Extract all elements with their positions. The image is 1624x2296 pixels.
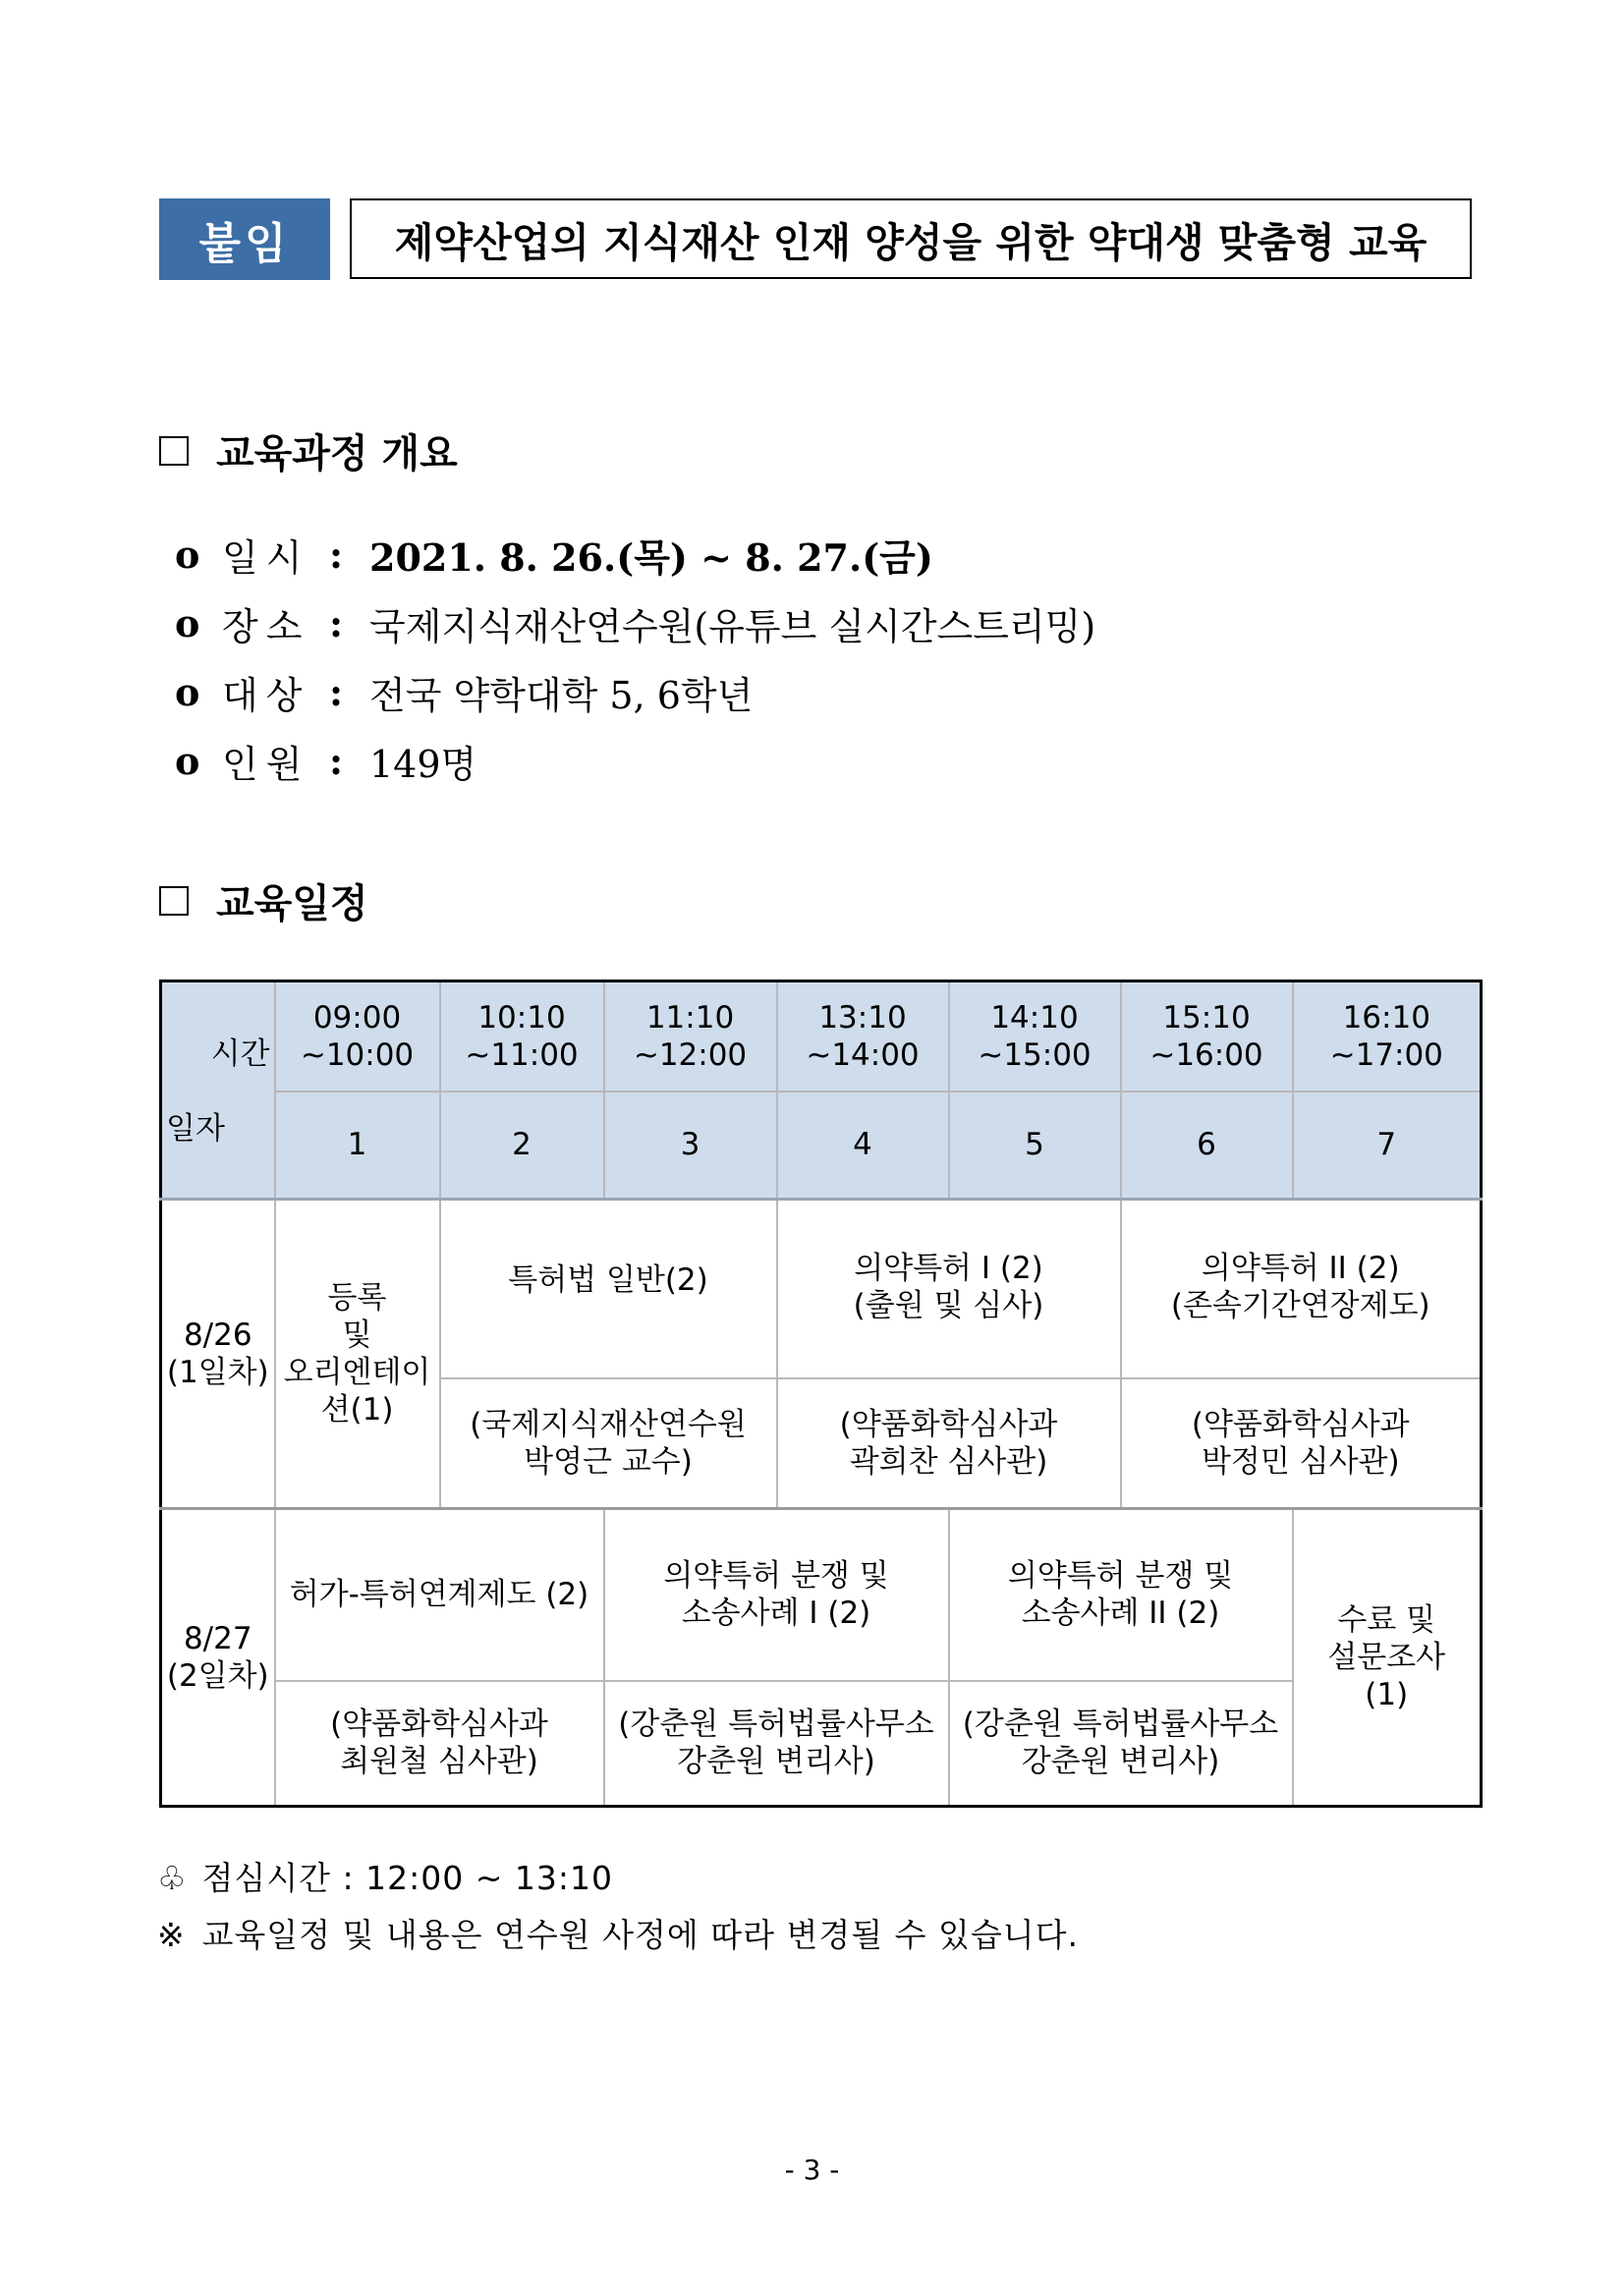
- time-start: 16:10: [1342, 999, 1430, 1036]
- item-colon: :: [328, 739, 344, 783]
- lecturer-line: (약품화학심사과: [330, 1707, 548, 1743]
- day2-closing-cell: [1293, 1509, 1482, 1807]
- day2-title-row: [161, 1509, 1482, 1681]
- time-end: ~14:00: [806, 1036, 920, 1073]
- session-title-line: (존속기간연장제도): [1170, 1288, 1430, 1323]
- item-value: 2021. 8. 26.(목) ~ 8. 27.(금): [369, 535, 933, 580]
- period-2: 2: [440, 1092, 604, 1200]
- day-label: (1일차): [166, 1355, 269, 1390]
- time-slot-7: [1293, 981, 1482, 1092]
- time-end: ~17:00: [1329, 1036, 1443, 1073]
- day2-session1-lecturer: [275, 1681, 604, 1807]
- item-colon: :: [328, 670, 344, 714]
- day1-session2-lecturer: [777, 1378, 1121, 1509]
- page-number: - 3 -: [784, 2154, 840, 2186]
- lecturer-line: (약품화학심사과: [839, 1406, 1058, 1442]
- period-1: 1: [275, 1092, 440, 1200]
- schedule-heading-text: 교육일정: [216, 881, 368, 926]
- lecturer-line: 곽희찬 심사관): [849, 1443, 1048, 1480]
- schedule-table: [159, 980, 1483, 1808]
- session-line: 오리엔테이: [283, 1355, 431, 1390]
- day1-session2-title: [777, 1200, 1121, 1378]
- day1-date-cell: [161, 1200, 275, 1509]
- bullet: o: [175, 739, 200, 783]
- period-header-row: [161, 1092, 1482, 1200]
- corner-date-label: 일자: [166, 1111, 225, 1147]
- time-slot-2: [440, 981, 604, 1092]
- item-value: 149명: [369, 743, 477, 786]
- time-slot-3: [604, 981, 777, 1092]
- lecturer-line: 박영근 교수): [524, 1443, 693, 1480]
- item-key: 대상: [222, 674, 310, 717]
- document-title: 제약산업의 지식재산 인재 양성을 위한 약대생 맞춤형 교육: [350, 198, 1472, 279]
- item-value: 국제지식재산연수원(유튜브 실시간스트리밍): [369, 605, 1096, 648]
- session-line: 등록: [327, 1280, 387, 1316]
- time-slot-5: [949, 981, 1121, 1092]
- day2-session2-title: [604, 1509, 949, 1681]
- session-line: (1): [1365, 1677, 1409, 1712]
- overview-heading: [159, 422, 458, 478]
- session-title-line: 의약특허 분쟁 및: [1007, 1558, 1234, 1595]
- item-key: 장소: [222, 605, 310, 648]
- day1-session3-title: [1121, 1200, 1482, 1378]
- time-start: 11:10: [645, 999, 735, 1036]
- session-title-line: 소송사례 II (2): [1021, 1596, 1220, 1632]
- lecturer-line: (강춘원 특허법률사무소: [618, 1707, 934, 1743]
- session-title-line: (출원 및 심사): [853, 1288, 1044, 1323]
- corner-cell: [161, 981, 275, 1200]
- day-label: (2일차): [166, 1658, 269, 1694]
- time-end: ~16:00: [1149, 1036, 1263, 1073]
- day1-registration-cell: [275, 1200, 440, 1509]
- time-slot-1: [275, 981, 440, 1092]
- overview-item-place: [175, 596, 1095, 650]
- period-5: 5: [949, 1092, 1121, 1200]
- overview-item-target: [175, 665, 753, 719]
- time-start: 09:00: [312, 999, 402, 1036]
- session-title-line: 의약특허 II (2): [1201, 1251, 1400, 1286]
- session-line: 션(1): [320, 1392, 394, 1428]
- day2-lecturer-row: [161, 1681, 1482, 1807]
- session-line: 설문조사: [1327, 1640, 1446, 1675]
- day-date: 8/27: [183, 1621, 252, 1656]
- item-key: 일시: [222, 536, 310, 580]
- item-key: 인원: [222, 743, 310, 786]
- day2-session2-lecturer: [604, 1681, 949, 1807]
- day2-session1-title: [275, 1509, 604, 1681]
- notice-text: 교육일정 및 내용은 연수원 사정에 따라 변경될 수 있습니다.: [201, 1916, 1079, 1954]
- session-title-line: 의약특허 분쟁 및: [663, 1558, 889, 1595]
- checkbox-square-icon: [159, 436, 189, 466]
- day1-title-row: [161, 1200, 1482, 1378]
- bullet: o: [175, 670, 200, 714]
- period-4: 4: [777, 1092, 949, 1200]
- bullet: o: [175, 532, 200, 577]
- reference-mark-icon: ※: [157, 1916, 186, 1954]
- day2-date-cell: [161, 1509, 275, 1807]
- period-6: 6: [1121, 1092, 1293, 1200]
- time-end: ~11:00: [465, 1036, 579, 1073]
- corner-time-label: 시간: [210, 1036, 270, 1072]
- item-colon: :: [328, 532, 344, 577]
- time-end: ~10:00: [300, 1036, 415, 1073]
- item-value: 전국 약학대학 5, 6학년: [369, 674, 754, 717]
- notice-note: [157, 1910, 1079, 1956]
- lunch-text: 점심시간 : 12:00 ~ 13:10: [201, 1859, 613, 1897]
- item-colon: :: [328, 601, 344, 645]
- lecturer-line: 박정민 심사관): [1201, 1443, 1400, 1480]
- period-7: 7: [1293, 1092, 1482, 1200]
- time-end: ~12:00: [633, 1036, 748, 1073]
- lecturer-line: (국제지식재산연수원: [470, 1406, 747, 1442]
- day1-session1-lecturer: [440, 1378, 777, 1509]
- overview-item-date: [175, 528, 933, 582]
- lecturer-line: (강춘원 특허법률사무소: [962, 1707, 1279, 1743]
- bullet: o: [175, 601, 200, 645]
- lecturer-line: 최원철 심사관): [340, 1744, 538, 1780]
- overview-item-headcount: [175, 734, 476, 788]
- day-date: 8/26: [183, 1317, 252, 1353]
- day2-session3-title: [949, 1509, 1293, 1681]
- checkbox-square-icon: [159, 886, 189, 916]
- period-3: 3: [604, 1092, 777, 1200]
- time-end: ~15:00: [978, 1036, 1092, 1073]
- time-start: 10:10: [477, 999, 566, 1036]
- day2-session3-lecturer: [949, 1681, 1293, 1807]
- time-slot-6: [1121, 981, 1293, 1092]
- time-header-row: [161, 981, 1482, 1092]
- session-title-line: 소송사례 I (2): [681, 1596, 871, 1632]
- time-start: 15:10: [1162, 999, 1251, 1036]
- lecturer-line: (약품화학심사과: [1191, 1406, 1410, 1442]
- lecturer-line: 강춘원 변리사): [677, 1744, 875, 1780]
- time-start: 13:10: [818, 999, 907, 1036]
- attachment-badge: 붙임: [159, 198, 330, 280]
- club-symbol-icon: ♧: [157, 1859, 188, 1897]
- day1-session1-title: [440, 1200, 777, 1378]
- time-slot-4: [777, 981, 949, 1092]
- session-line: 및: [342, 1317, 372, 1353]
- session-title: 특허법 일반(2): [508, 1262, 708, 1298]
- overview-heading-text: 교육과정 개요: [216, 431, 458, 476]
- lecturer-line: 강춘원 변리사): [1021, 1744, 1220, 1780]
- lunch-note: [157, 1853, 613, 1899]
- session-title: 허가-특허연계제도 (2): [289, 1577, 589, 1613]
- schedule-heading: [159, 872, 368, 928]
- time-start: 14:10: [990, 999, 1079, 1036]
- day1-session3-lecturer: [1121, 1378, 1482, 1509]
- session-line: 수료 및: [1337, 1602, 1436, 1638]
- session-title-line: 의약특허 I (2): [854, 1251, 1043, 1286]
